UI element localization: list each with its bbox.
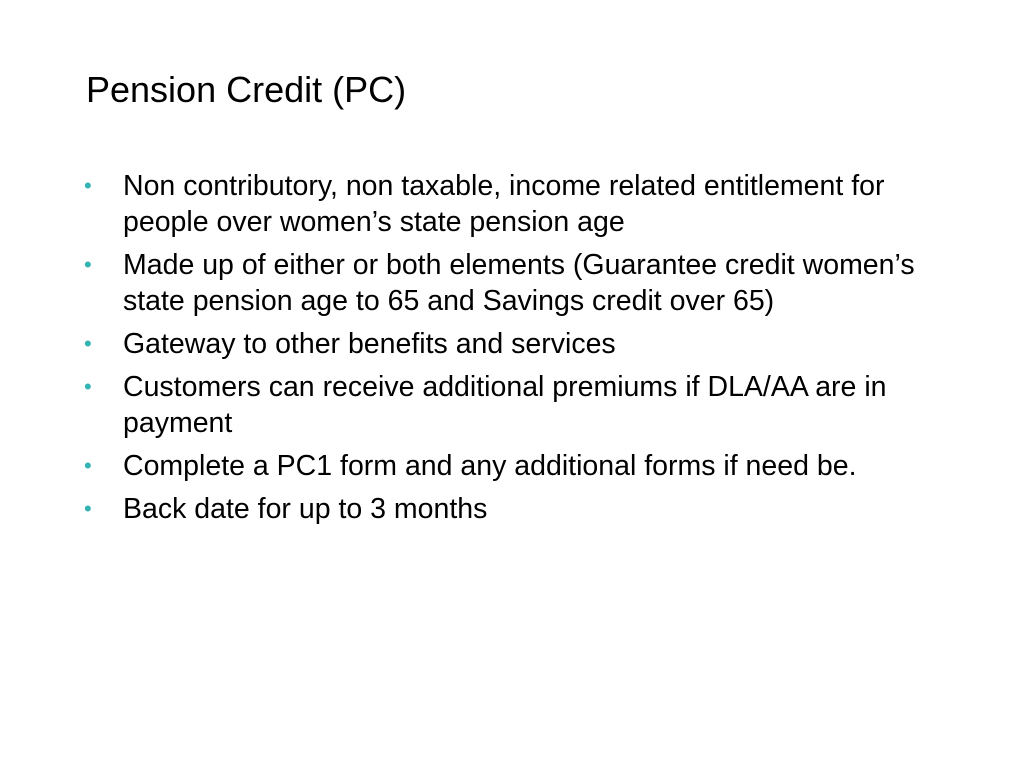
bullet-list	[84, 168, 944, 534]
list-item	[84, 369, 944, 441]
list-item	[84, 247, 944, 319]
list-item	[84, 168, 944, 240]
bullet-icon: •	[84, 173, 92, 198]
list-item	[84, 448, 944, 484]
slide-title: Pension Credit (PC)	[86, 69, 407, 110]
bullet-icon: •	[84, 252, 92, 277]
bullet-text: Customers can receive additional premiums if DLA/AA are in payment	[123, 371, 887, 439]
bullet-text: Non contributory, non taxable, income related entitlement for people over women’s state pension age	[123, 170, 885, 238]
list-item	[84, 491, 944, 527]
bullet-icon: •	[84, 331, 92, 356]
bullet-icon: •	[84, 374, 92, 399]
bullet-text: Back date for up to 3 months	[123, 493, 488, 525]
bullet-icon: •	[84, 453, 92, 478]
bullet-text: Made up of either or both elements (Guarantee credit women’s state pension age to 65 and Savings credit over 65)	[123, 249, 915, 317]
list-item	[84, 326, 944, 362]
bullet-text: Complete a PC1 form and any additional forms if need be.	[123, 450, 857, 482]
bullet-icon: •	[84, 496, 92, 521]
bullet-text: Gateway to other benefits and services	[123, 328, 616, 360]
